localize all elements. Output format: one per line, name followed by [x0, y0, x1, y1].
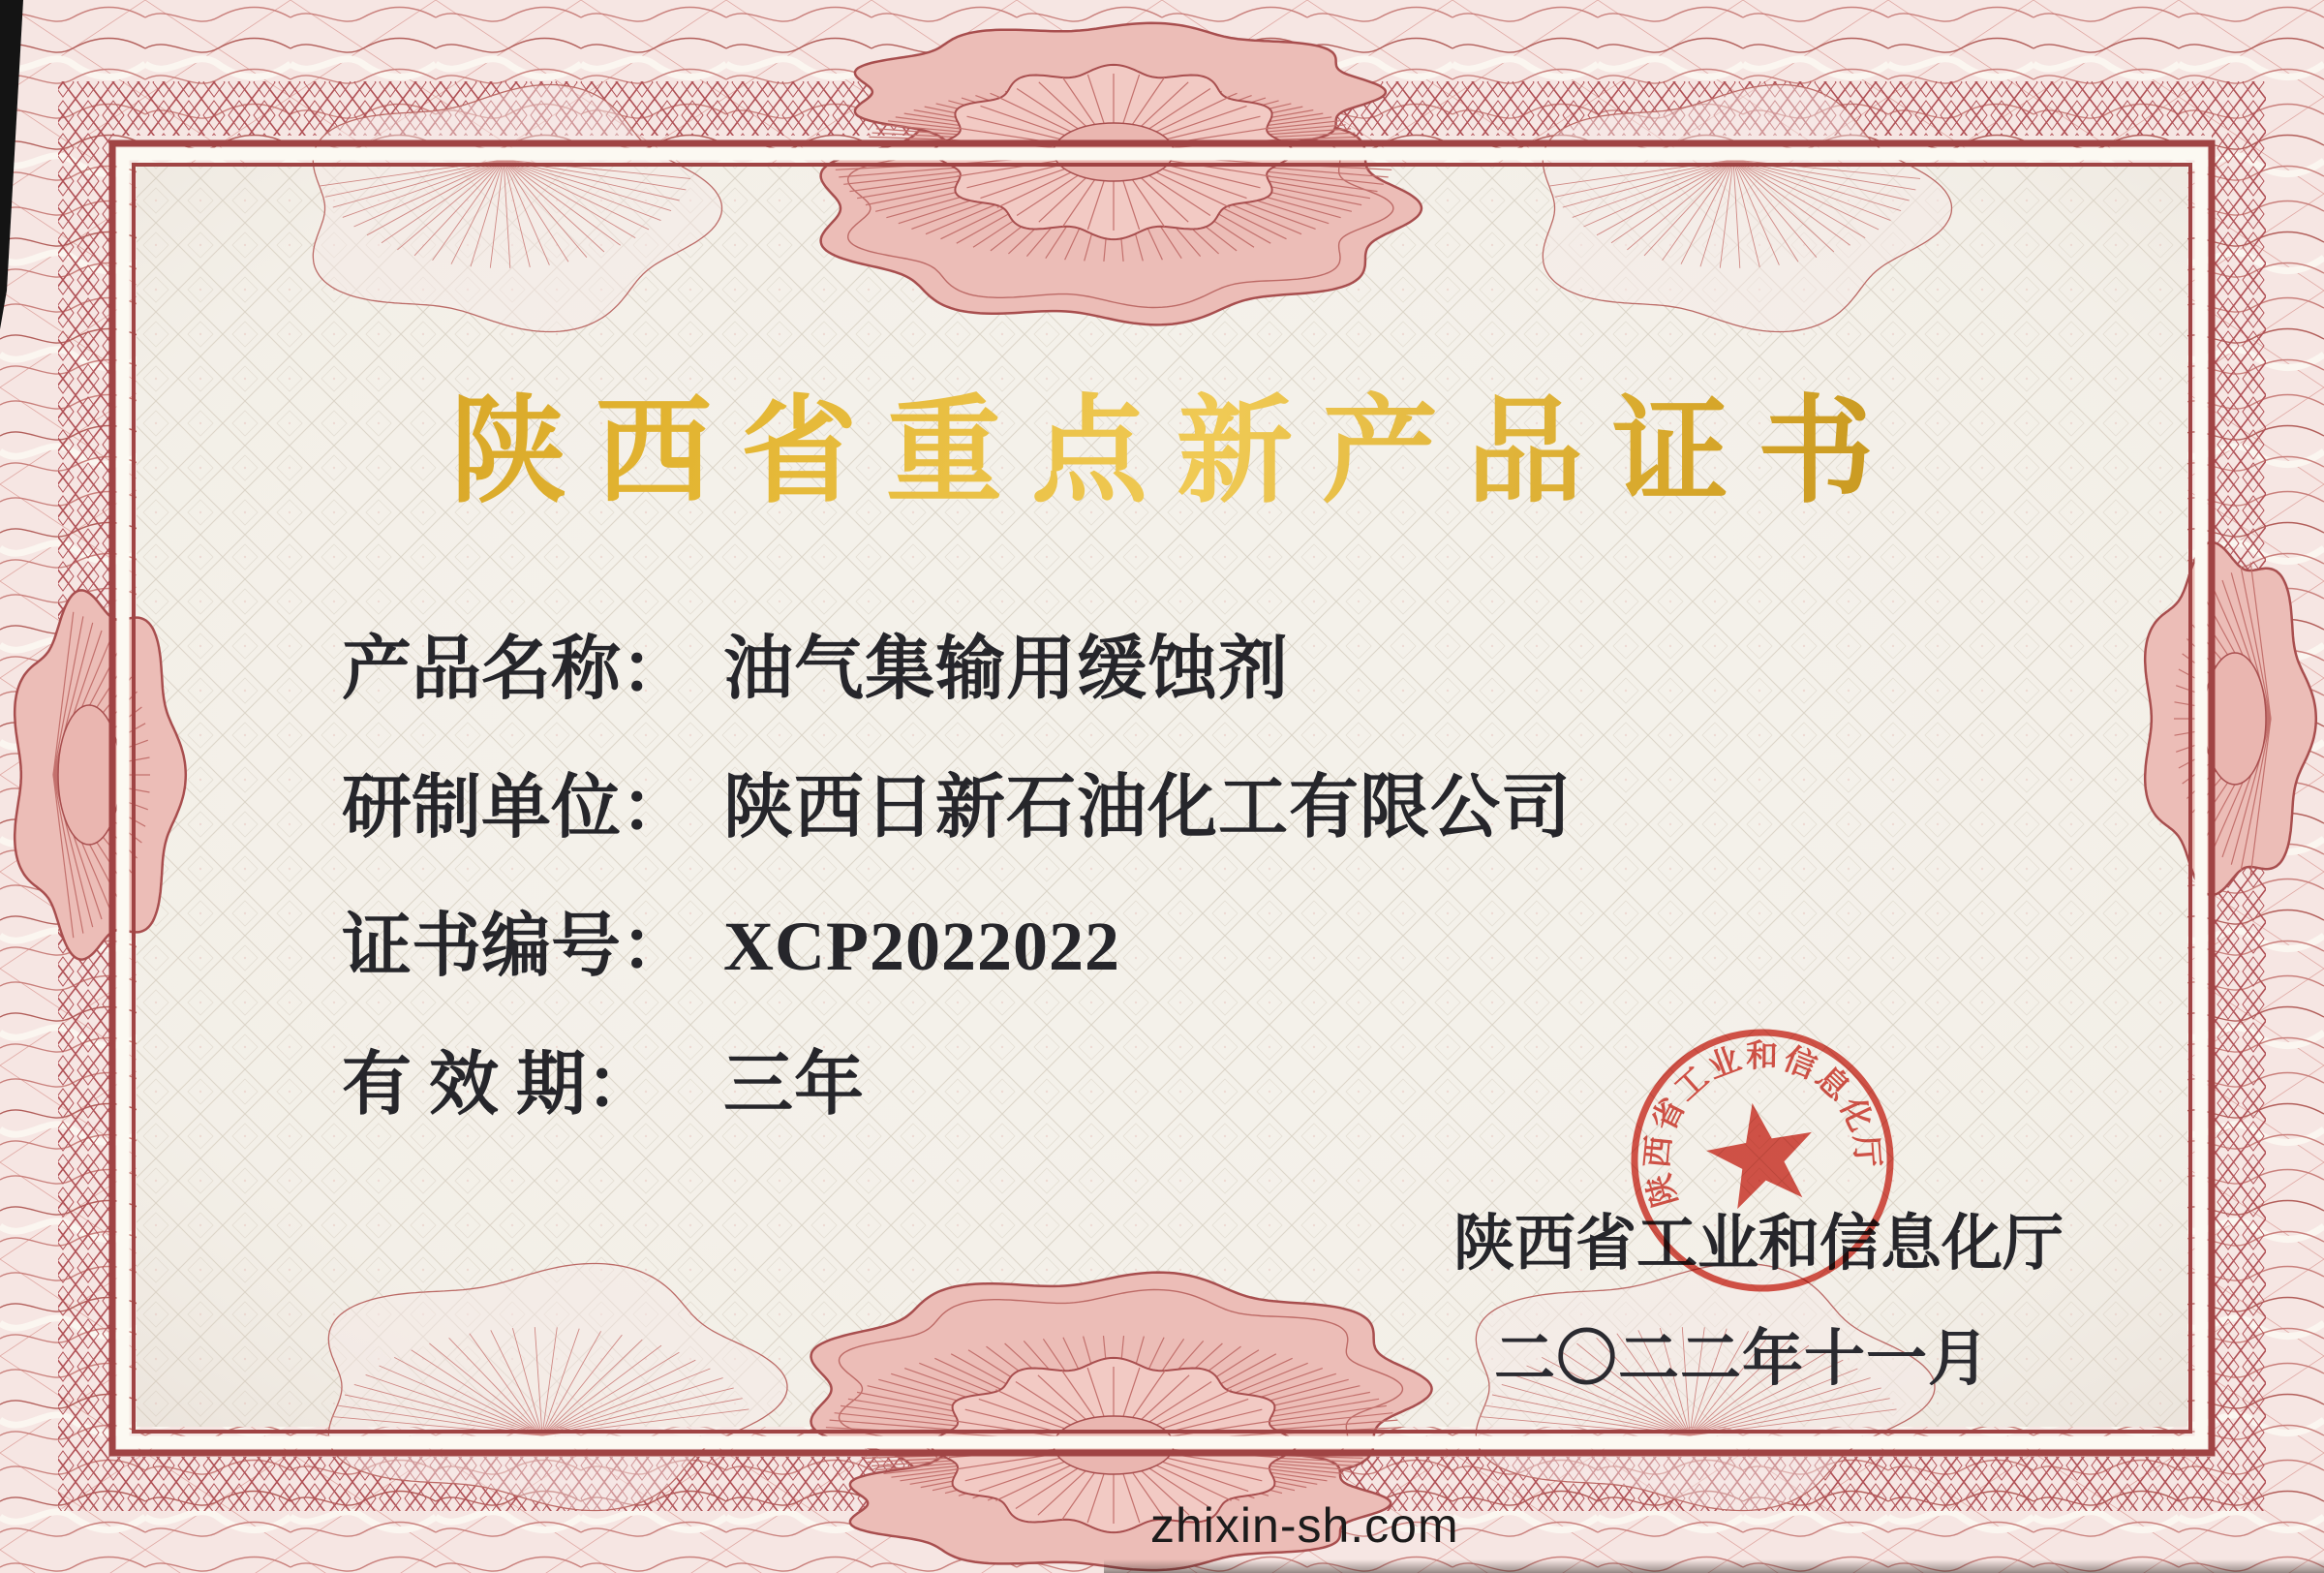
watermark-text: zhixin-sh.com: [1150, 1498, 1459, 1553]
field-row-validity: [342, 1040, 865, 1129]
field-label: 产品名称：: [342, 631, 691, 708]
field-value: 陕西日新石油化工有限公司: [723, 769, 1573, 847]
top-medallion: [821, 23, 1422, 325]
field-label: 研制单位：: [342, 769, 691, 847]
field-row-certificate-number: [342, 902, 1120, 991]
issuer-name: 陕西省工业和信息化厅: [1453, 1210, 2064, 1278]
official-seal: [1572, 970, 1953, 1351]
certificate-title: 陕西省重点新产品证书: [0, 380, 2324, 525]
field-value: XCP2022022: [723, 908, 1120, 985]
photo-bottom-shadow: [1104, 1559, 2324, 1573]
seal-text: 陕西省工业和信息化厅: [1639, 1038, 1885, 1211]
field-label: 有 效 期：: [342, 1046, 657, 1124]
field-value: 三年: [723, 1046, 866, 1124]
field-value: 油气集输用缓蚀剂: [723, 631, 1290, 708]
field-row-product-name: [342, 625, 1289, 714]
field-row-developer: [342, 763, 1572, 852]
issue-date: 二〇二二年十一月: [1494, 1325, 1990, 1393]
field-label: 证书编号：: [342, 908, 691, 985]
star-icon: [1699, 1094, 1822, 1212]
